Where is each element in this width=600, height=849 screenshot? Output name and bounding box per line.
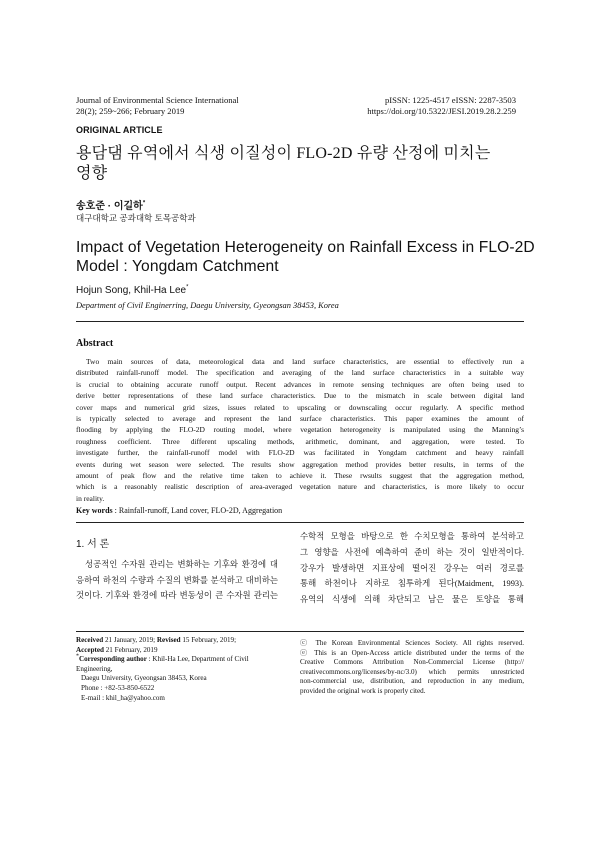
divider-keywords — [76, 522, 524, 523]
abstract-line: derive better representations of these land surface characteristics. Due to the mismatch in scale between digital land — [76, 391, 524, 401]
abstract-line: distributed rainfall-runoff model. The specification and averaging of the land surface characteristics in a suitable way — [76, 368, 524, 378]
doi-link[interactable]: https://doi.org/10.5322/JESI.2019.28.2.259 — [367, 106, 516, 116]
keywords-label: Key words — [76, 506, 113, 515]
license-line: non-commercial use, distribution, and reproduction in any medium, — [300, 677, 524, 686]
corr-label: Corresponding author — [79, 655, 147, 664]
abstract-heading: Abstract — [76, 338, 114, 349]
license-line: ⓔ This is an Open-Access article distributed under the terms of the — [300, 648, 524, 657]
journal-issue: 28(2); 259~266; February 2019 — [76, 106, 185, 116]
received-label: Received — [76, 636, 104, 644]
abstract-line: cover maps and numerical grid sizes, issues related to upscaling or downscaling occur regularly. A specific method — [76, 402, 524, 412]
license-line: Creative Commons Attribution Non-Commercial License (http:// — [300, 658, 524, 667]
body-line: 통해 하천이나 지하로 침투하게 된다(Maidment, 1993). — [300, 579, 524, 589]
english-author-names: Hojun Song, Khil-Ha Lee — [76, 285, 187, 296]
body-line: 유역의 식생에 의해 차단되고 남은 물은 토양을 통해 — [300, 595, 524, 605]
corr-address: Daegu University, Gyeongsan 38453, Korea — [81, 674, 207, 683]
body-line: 수학적 모형을 바탕으로 한 수치모형을 통하여 분석하고 — [300, 532, 524, 541]
license-line: provided the original work is properly cited. — [300, 686, 426, 695]
korean-title-line1: 용담댐 유역에서 식생 이질성이 FLO-2D 유량 산정에 미치는 — [76, 145, 491, 162]
abstract-line: is crucial to obtaining accurate runoff output. Recent advances in remote sensing techniques are often being used to — [76, 379, 524, 389]
keywords — [76, 506, 282, 515]
korean-affiliation: 대구대학교 공과대학 토목공학과 — [76, 213, 196, 223]
abstract-line: Two main sources of data, meteorological data and land surface characteristics, are essential to effectively run a — [86, 357, 524, 366]
received-dates — [76, 636, 286, 646]
english-title-line2: Model : Yongdam Catchment — [76, 258, 279, 275]
license-line: ⓒ The Korean Environmental Sciences Society. All rights reserved. — [300, 639, 524, 647]
accepted-date-line — [76, 646, 286, 656]
body-line: 응하여 하천의 수량과 수질의 변화를 분석하고 대비하는 — [76, 575, 278, 585]
body-line: 그 영향을 사전에 예측하여 준비 하는 것이 일반적이다. — [300, 547, 524, 557]
korean-authors — [76, 197, 145, 212]
korean-title — [76, 144, 491, 184]
section1-right-column — [300, 529, 524, 608]
abstract-line: amount of peak flow and the relative time taken to achieve it. These rwsults suggest that the aggregation method, — [76, 471, 524, 481]
journal-name: Journal of Environmental Science International — [76, 95, 239, 105]
english-authors — [76, 285, 188, 296]
author-mark: * — [142, 200, 146, 207]
body-line: 성공적인 수자원 관리는 변화하는 기후와 환경에 대 — [85, 560, 278, 569]
issn: pISSN: 1225-4517 eISSN: 2287-3503 — [384, 95, 516, 105]
license-notice — [300, 639, 524, 697]
revised-label: Revised — [156, 636, 181, 644]
article-type: ORIGINAL ARTICLE — [76, 125, 163, 135]
journal-header-left — [76, 95, 239, 117]
corr-mark: * — [76, 653, 79, 660]
body-line: 강우가 발생하면 지표상에 떨어진 강우는 여러 경로를 — [300, 563, 524, 573]
footnotes-left — [76, 636, 286, 703]
accepted-date: 21 February, 2019 — [103, 645, 158, 654]
english-title — [76, 238, 535, 276]
abstract-line: flooding by applying the FLO-2D routing model, where vegetation heterogeneity is manipulated using the Manning’s — [76, 425, 524, 435]
corr-name: : Khil-Ha Lee, Department of Civil Engineering, — [76, 655, 249, 673]
abstract-body — [76, 356, 524, 504]
abstract-line: roughness coefficient. Three different upscaling methods, arithmetic, dominant, and aggregation, were tested. To — [76, 436, 524, 446]
divider-footnote — [76, 631, 524, 632]
received-date: 21 January, 2019; — [103, 636, 157, 644]
section1-left-column — [76, 557, 278, 604]
english-title-line1: Impact of Vegetation Heterogeneity on Rainfall Excess in FLO-2D — [76, 239, 535, 256]
corresponding-author — [76, 655, 286, 674]
revised-date: 15 February, 2019; — [180, 636, 237, 644]
accepted-label: Accepted — [76, 645, 104, 654]
english-affiliation: Department of Civil Enginerring, Daegu University, Gyeongsan 38453, Korea — [76, 301, 339, 310]
corr-email[interactable]: E-mail : khil_ha@yahoo.com — [81, 693, 165, 702]
keywords-list: : Rainfall-runoff, Land cover, FLO-2D, Aggregation — [112, 506, 283, 515]
abstract-line: investigate further, the rainfall-runoff model with FLO-2D was facilitated in Yongdam catchment and heavy rainfall — [76, 448, 524, 458]
korean-author-names: 송호준 · 이길하 — [76, 201, 143, 212]
section-heading: 1. 서 론 — [76, 539, 110, 550]
abstract-line: events during wet season were selected. The results show aggregation method provides better results, in terms of the — [76, 459, 524, 469]
corr-phone: Phone : +82-53-850-6522 — [81, 683, 155, 692]
abstract-line: in reality. — [76, 493, 105, 503]
journal-header-right — [367, 95, 516, 117]
korean-title-line2: 영향 — [76, 165, 108, 182]
english-author-mark: * — [186, 284, 189, 291]
abstract-line: which is a reasonably realistic description of area-averaged vegetation nature and characteristics, is more likely to occur — [76, 482, 524, 492]
body-line: 것이다. 기후와 환경에 따라 변동성이 큰 수자원 관리는 — [76, 591, 278, 600]
divider-top — [76, 321, 524, 322]
abstract-line: is typically selected to average and represent the land surface characteristics. This paper examines the amount of — [76, 414, 524, 424]
license-line: creativecommons.org/licenses/by-nc/3.0) which permits unrestricted — [300, 667, 524, 676]
